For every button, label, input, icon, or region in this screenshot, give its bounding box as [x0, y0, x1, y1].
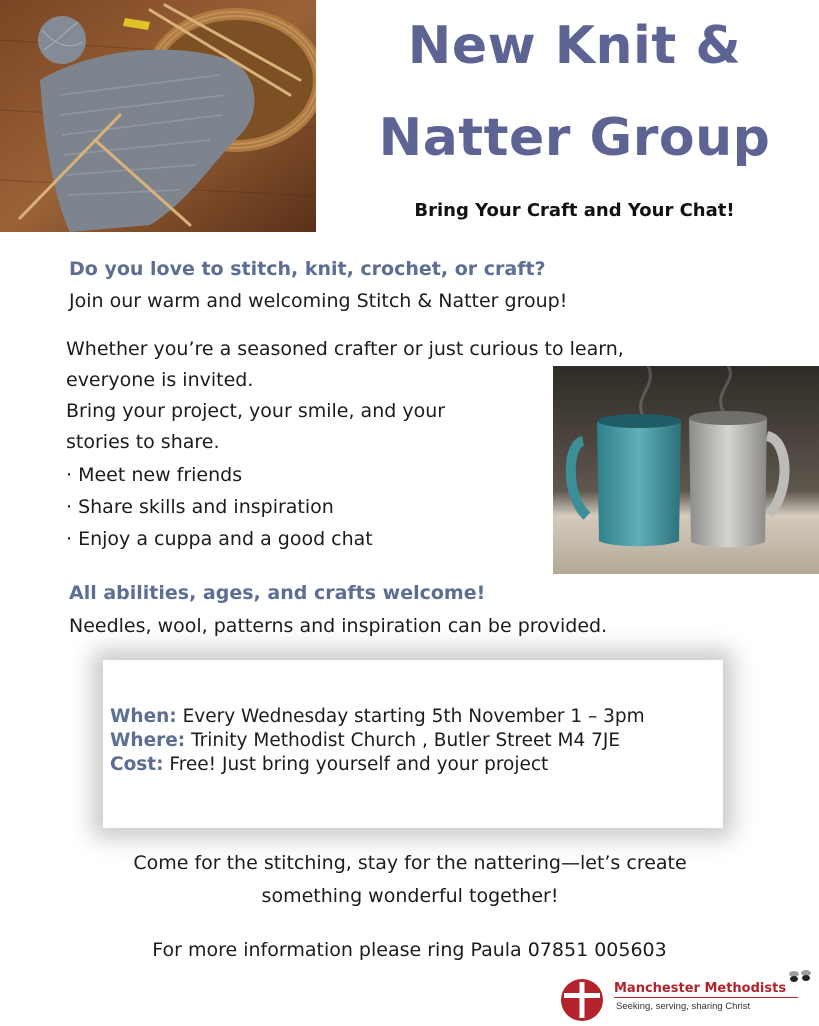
intro-question: Do you love to stitch, knit, crochet, or craft?	[69, 258, 546, 280]
details-line-4: stories to share.	[66, 431, 220, 453]
logo-divider	[614, 997, 798, 998]
welcome-heading: All abilities, ages, and crafts welcome!	[69, 582, 486, 604]
page-title-line-1: New Knit &	[407, 16, 742, 76]
details-line-3: Bring your project, your smile, and your	[66, 400, 446, 422]
when-value: Every Wednesday starting 5th November 1 – 3pm	[176, 706, 645, 727]
details-line-1: Whether you’re a seasoned crafter or just curious to learn,	[66, 338, 624, 360]
bullet-item: · Enjoy a cuppa and a good chat	[66, 528, 373, 550]
page-title-line-2: Natter Group	[378, 108, 771, 168]
where-value: Trinity Methodist Church , Butler Street M4 7JE	[185, 730, 621, 751]
bullet-item: · Share skills and inspiration	[66, 496, 334, 518]
when-label: When:	[110, 706, 177, 727]
details-line-2: everyone is invited.	[66, 369, 254, 391]
where-label: Where:	[110, 730, 186, 751]
mugs-photo	[553, 366, 819, 574]
welcome-text: Needles, wool, patterns and inspiration can be provided.	[69, 615, 608, 637]
methodist-cross-icon	[560, 978, 604, 1022]
closing-line-2: something wonderful together!	[261, 885, 559, 907]
contact-info: For more information please ring Paula 07851 005603	[152, 939, 667, 961]
bee-icon	[786, 966, 814, 990]
mugs-illustration	[553, 366, 819, 574]
bullet-item: · Meet new friends	[66, 464, 243, 486]
closing-line-1: Come for the stitching, stay for the nattering—let’s create	[133, 852, 687, 874]
when-row	[110, 706, 645, 727]
cost-row	[110, 754, 548, 775]
knitting-illustration	[0, 0, 316, 232]
cost-label: Cost:	[110, 754, 164, 775]
page-subtitle: Bring Your Craft and Your Chat!	[414, 200, 735, 221]
where-row	[110, 730, 620, 751]
intro-invite: Join our warm and welcoming Stitch & Natter group!	[69, 290, 568, 312]
knitting-photo	[0, 0, 316, 232]
logo-tagline: Seeking, serving, sharing Christ	[616, 1001, 751, 1012]
event-info-box	[103, 660, 723, 828]
logo-name: Manchester Methodists	[614, 981, 787, 996]
cost-value: Free! Just bring yourself and your project	[163, 754, 549, 775]
